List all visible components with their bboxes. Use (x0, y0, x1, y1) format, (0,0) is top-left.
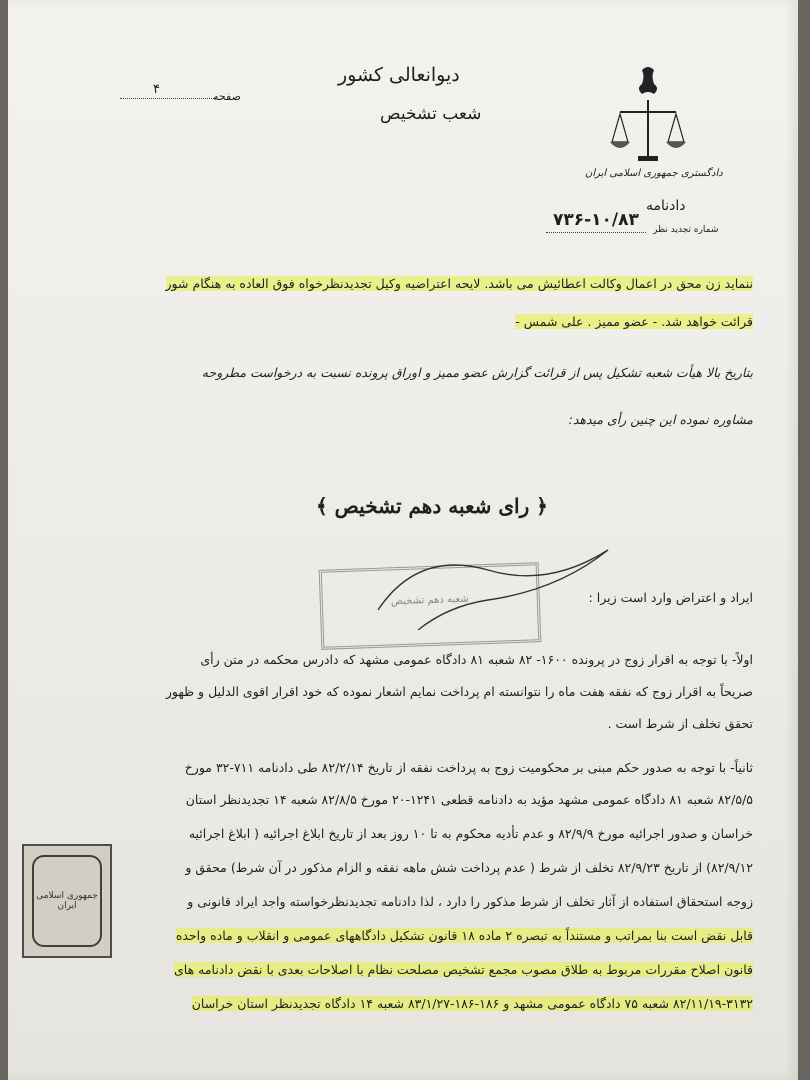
body-line: خراسان و صدور اجرائیه مورخ ۸۲/۹/۹ و عدم تأدیه محکوم به تا ۱۰ روز بعد از تاریخ ابلاغ اجرائیه ( ابلاغ اجرائیه (188, 826, 753, 841)
body-line: ایراد و اعتراض وارد است زیرا : (588, 590, 753, 605)
body-line: زوجه استحقاق استفاده از آثار تخلف از شرط مذکور را دارد ، لذا دادنامه تجدیدنظرخواسته واجد ایراد قانونی و (187, 894, 753, 909)
page-dotted-line (120, 98, 216, 99)
body-line: صریحاً به اقرار زوج که نفقه هفت ماه را نتوانسته ام پرداخت نمایم اشعار نموده که خود اقرار اقوی الدلیل و ظهور (165, 684, 753, 699)
judiciary-label: دادگستری جمهوری اسلامی ایران (585, 168, 723, 179)
scales-emblem-icon (608, 62, 688, 172)
review-number: ۷۳۶-۱۰/۸۳ (553, 210, 639, 230)
body-line: مشاوره نموده این چنین رأی میدهد: (568, 412, 753, 427)
body-line: بتاریخ بالا هیأت شعبه تشکیل پس از قرائت گزارش عضو ممیز و اوراق پرونده نسبت به درخواست مطروحه (201, 365, 753, 380)
signature-scribble (368, 540, 628, 630)
body-line: ۸۲/۹/۱۲) از تاریخ ۸۲/۹/۲۳ تخلف از شرط ( عدم پرداخت شش ماهه نفقه و الزام مذکور در آن شرط) محقق و (185, 860, 753, 875)
highlighted-text: قابل نقض است بنا بمراتب و مستنداً به تبصره ۲ ماده ۱۸ قانون تشکیل دادگاههای عمومی و انقلاب و ماده واحده (175, 928, 753, 943)
court-name: دیوانعالی کشور (338, 64, 460, 86)
body-line: اولاً- با توجه به اقرار زوج در پرونده ۱۶۰۰- ۸۲ شعبه ۸۱ دادگاه عمومی مشهد که دادرس محکمه در متن رأی (200, 652, 753, 667)
highlighted-text: ننماید زن محق در اعمال وکالت اعطائیش می باشد. لایحه اعتراضیه وکیل تجدیدنظرخواه فوق العاده به هنگام شور (165, 276, 753, 291)
highlighted-text: ۸۲/۱۱/۱۹-۳۱۳۲ شعبه ۷۵ دادگاه عمومی مشهد و ۱۸۶-۱۸۶-۸۳/۱/۲۷ شعبه ۱۴ دادگاه تجدیدنظر استان خراسان (191, 996, 753, 1011)
stamp-text: شعبه دهم تشخیص (390, 593, 469, 608)
body-line (88, 962, 753, 977)
document-page (8, 0, 798, 1080)
seal-text: جمهوری اسلامی ایران (32, 855, 102, 947)
official-seal (22, 844, 112, 958)
branch-name: شعب تشخیص (380, 104, 482, 124)
body-line: تحقق تخلف از شرط است . (607, 716, 753, 731)
ruling-title: ﴿ رای شعبه دهم تشخیص ﴾ (316, 494, 548, 518)
body-line (88, 996, 753, 1011)
highlighted-text: قرائت خواهد شد. - عضو ممیز . علی شمس - (515, 314, 753, 329)
body-line (88, 928, 753, 943)
body-line (88, 276, 753, 291)
verdict-label: دادنامه (646, 198, 686, 214)
review-number-label: شماره تجدید نظر (653, 225, 719, 235)
body-line (88, 314, 753, 329)
page-label: صفحه (213, 90, 241, 103)
body-line: ۸۲/۵/۵ شعبه ۸۱ دادگاه عمومی مشهد مؤید به دادنامه قطعی ۱۲۴۱-۲۰ مورخ ۸۲/۸/۵ شعبه ۱۴ تجدیدنظر استان (185, 792, 753, 807)
body-line: ثانیاً- با توجه به صدور حکم مبنی بر محکومیت زوج به پرداخت نفقه از تاریخ ۸۲/۲/۱۴ طی دادنامه ۷۱۱-۳۲ مورخ (184, 760, 753, 775)
page-number: ۴ (153, 82, 160, 97)
highlighted-text: قانون اصلاح مقررات مربوط به طلاق مصوب مجمع تشخیص مصلحت نظام با اصلاحات بعدی با نقض دادنامه های (174, 962, 753, 977)
review-dotted-line (546, 232, 646, 233)
